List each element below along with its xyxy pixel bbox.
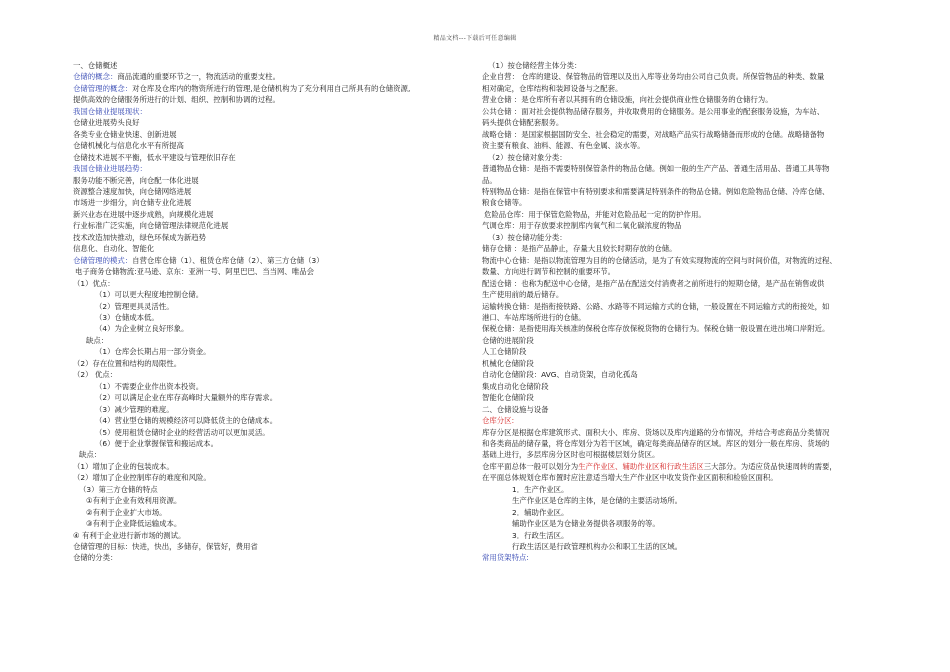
text-line: 市场进一步细分，向仓储专业化进展 — [73, 198, 192, 208]
list-item: （1）不需要企业作出资本投资。 — [95, 381, 204, 391]
text-line: 仓储的分类： — [73, 553, 118, 563]
text-line: （3）按仓储功能分类： — [488, 232, 567, 242]
zoning-line — [482, 461, 886, 472]
section-heading: 二、仓储设施与设备 — [482, 404, 549, 414]
section-heading: 一、仓储概述 — [73, 61, 118, 70]
text-line: 港口、车站库场所进行的仓储。 — [482, 312, 586, 322]
text-line: 仓储的进展阶段 — [482, 335, 534, 345]
shelf-features-heading: 常用货架特点: — [482, 553, 529, 563]
list-item: ④ 有利于企业进行新市场的测试。 — [73, 530, 186, 540]
warehouse-zoning-heading: 仓库分区: — [482, 416, 515, 426]
text-line: 码头提供仓储配套服务。 — [482, 118, 564, 128]
text-line: 新兴业态在进展中逐步成熟，向规模化进展 — [73, 209, 214, 219]
list-item: （3）减少管理的难度。 — [95, 404, 174, 414]
text-line: 配送仓储 ：也称为配送中心仓储，是指产品在配送交付消费者之前所进行的短期仓储，是产品在销售或供 — [482, 278, 825, 288]
text-line: 相对确定，仓库结构和装卸设备与之配套。 — [482, 83, 623, 93]
text-line: 品。 — [482, 175, 497, 185]
list-item: （1）增加了企业的包装成本。 — [73, 461, 174, 471]
text-line: 特别物品仓储：是指在保管中有特别要求和需要满足特别条件的物品仓储。例如危险物品仓储、冷库仓储、 — [482, 186, 830, 196]
list-item: （2）管理更具灵活性。 — [95, 301, 174, 311]
list-item: （6）便于企业掌握保管和搬运成本。 — [95, 438, 218, 448]
text-line: 行政生活区是行政管理机构办公和职工生活的区域。 — [512, 542, 682, 552]
text-line: 服务功能不断完善，向仓配一体化进展 — [73, 175, 199, 185]
text-line: 战略仓储 ：是国家根据国防安全、社会稳定的需要，对战略产品实行战略储备而形成的仓储。战略储备物 — [482, 129, 825, 139]
zoning-text-end: 三大部分。为适应货品快速周转的需要， — [703, 461, 837, 471]
text-line: 基础上进行，多层库房分区时也可根据楼层划分货区。 — [482, 450, 660, 460]
zoning-text-start: 仓库平面总体一般可以划分为 — [482, 461, 579, 471]
list-item: （2）增加了企业控制库存的难度和风险。 — [73, 473, 211, 483]
text-line: 数量、方向进行调节和控制的重要环节。 — [482, 267, 616, 277]
text-line: （1）优点： — [73, 278, 115, 288]
text-line: 物流中心仓储：是指以物流管理为目的的仓储活动，是为了有效实现物流的空间与时间价值，对物流的过程、 — [482, 255, 837, 265]
mode-line — [73, 255, 465, 266]
text-line: 生产使用前的最后储存。 — [482, 290, 564, 300]
text-line: 气调仓库：用于存放要求控制库内氧气和二氧化碳浓度的物品 — [482, 221, 682, 231]
text-line: 技术改造加快推动，绿色环保成为新趋势 — [73, 232, 207, 242]
text-line: 各类专业仓储业快速、创新进展 — [73, 129, 177, 139]
list-item: （3）仓储成本低。 — [95, 312, 159, 322]
text-line: 集成自动化仓储阶段 — [482, 381, 549, 391]
text-line: （1）按仓储经营主体分类： — [488, 61, 582, 70]
management-concept-text: 对仓库及仓库内的物资所进行的管理,是仓储机构为了充分利用自己所具有的仓储资源, — [132, 83, 411, 93]
list-item: （1）可以更大程度地控制仓储。 — [95, 290, 204, 300]
text-line: 粮食仓储等。 — [482, 198, 527, 208]
text-line: 缺点： — [86, 335, 109, 345]
zoning-highlight: 生产作业区、辅助作业区和行政生活区 — [578, 461, 704, 471]
text-line: 信息化、自动化、智能化 — [73, 244, 155, 254]
list-item: ③有利于企业降低运输成本。 — [86, 519, 182, 529]
text-line: （2） 优点： — [73, 370, 118, 380]
text-line: 仓储机械化与信息化水平有所提高 — [73, 141, 184, 151]
text-line: 在平面总体规划仓库布置时应注意适当增大生产作业区中收发货作业区面积和检验区面积。 — [482, 473, 778, 483]
text-line: 提供高效的仓储服务所进行的计划、组织、控制和协调的过程。 — [73, 95, 280, 105]
list-item: （1）仓库会长期占用一部分资金。 — [95, 347, 211, 357]
management-concept-line — [73, 83, 465, 94]
text-line: 运输转换仓储：是指衔接铁路、公路、水路等不同运输方式的仓储，一般设置在不同运输方式的衔接处，如 — [482, 301, 830, 311]
list-item: （5）使用租赁仓储时企业的经营活动可以更加灵活。 — [95, 427, 270, 437]
list-item: 2．辅助作业区。 — [512, 507, 569, 517]
list-item: （2）存在位置和结构的局限性。 — [73, 358, 182, 368]
text-line: 仓储业进展势头良好 — [73, 118, 140, 128]
watermark: 精品文档---下载后可任意编辑 — [433, 35, 517, 42]
text-line: 生产作业区是仓库的主体，是仓储的主要活动场所。 — [512, 496, 682, 506]
text-line: 保税仓储：是指使用海关核准的保税仓库存放保税货物的仓储行为。保税仓储一般设置在进出境口岸附近。 — [482, 324, 830, 334]
text-line: （2）按仓储对象分类： — [488, 152, 567, 162]
mode-label: 仓储管理的模式： — [73, 255, 133, 265]
concept-line — [73, 71, 465, 82]
list-item: ①有利于企业有效利用资源。 — [86, 496, 182, 506]
text-line: 智能化仓储阶段 — [482, 393, 534, 403]
left-column — [73, 60, 465, 564]
text-line: 人工仓储阶段 — [482, 347, 527, 357]
text-line: 行业标准广泛实施，向仓储管理法律规范化进展 — [73, 221, 229, 231]
mode-text: 自营仓库仓储（1）、租赁仓库仓储（2）、第三方仓储（3） — [132, 255, 324, 265]
text-line: 机械化仓储阶段 — [482, 358, 534, 368]
trend-heading: 我国仓储业进展趋势： — [73, 164, 147, 174]
list-item: （4）为企业树立良好形象。 — [95, 324, 189, 334]
concept-text: 商品流通的重要环节之一，物流活动的重要支柱。 — [117, 72, 280, 82]
list-item: （3）第三方仓储的特点 — [79, 484, 158, 494]
right-column — [482, 60, 886, 564]
text-line: 普通物品仓储：是指不需要特别保管条件的物品仓储。例如一般的生产产品、普通生活用品、普通工具等物 — [482, 164, 830, 174]
text-line: 资源整合速度加快，向仓储网络进展 — [73, 186, 192, 196]
text-line: 辅助作业区是为仓储业务提供各项服务的等。 — [512, 519, 660, 529]
text-line: 自动化仓储阶段：AVG、自动货架，自动化孤岛 — [482, 370, 638, 380]
list-item: （4）营业型仓储的规模经济可以降低货主的仓储成本。 — [95, 416, 278, 426]
text-line: 企业自营： 仓库的建设、保管物品的管理以及出入库等业务均由公司自己负责。所保管物品的种类、数量 — [482, 72, 825, 82]
list-item: ②有利于企业扩大市场。 — [86, 507, 167, 517]
text-line: 危险品仓库：用于保管危险物品，并能对危险品起一定的防护作用。 — [484, 209, 706, 219]
text-line: 电子商务仓储物流:亚马逊、京东：亚洲一号、阿里巴巴、当当网、唯品会 — [75, 267, 314, 277]
text-line: 和各类商品的储存量，将仓库划分为若干区域，确定每类商品储存的区域。库区的划分一般在库房、货场的 — [482, 438, 830, 448]
concept-label: 仓储的概念： — [73, 72, 118, 82]
list-item: 1．生产作业区。 — [512, 484, 569, 494]
list-item: （2）可以满足企业在库存高峰时大量额外的库存需求。 — [95, 393, 278, 403]
text-line: 仓储管理的目标：快进，快出，多储存，保管好，费用省 — [73, 542, 258, 552]
management-concept-label: 仓储管理的概念： — [73, 83, 133, 93]
text-line: 缺点： — [79, 450, 102, 460]
text-line: 营业仓储 ：是仓库所有者以其拥有的仓储设施，向社会提供商业性仓储服务的仓储行为。 — [482, 95, 773, 105]
text-line: 储存仓储 ：是指产品静止，存量大且较长时期存放的仓储。 — [482, 244, 677, 254]
text-line: 公共仓储 ：面对社会提供物品储存服务，并收取费用的仓储服务。是公用事业的配套服务设施，为车站、 — [482, 106, 825, 116]
text-line: 库存分区是根据仓库建筑形式、面积大小、库房、货场以及库内道路的分布情况，并结合考虑商品分类情况 — [482, 427, 830, 437]
status-heading: 我国仓储业提展现状： — [73, 106, 147, 116]
text-line: 资主要有粮食、油料、能源、有色金属、淡水等。 — [482, 141, 645, 151]
text-line: 仓储技术进展不平衡，低水平建设与管理依旧存在 — [73, 152, 236, 162]
list-item: 3．行政生活区。 — [512, 530, 569, 540]
